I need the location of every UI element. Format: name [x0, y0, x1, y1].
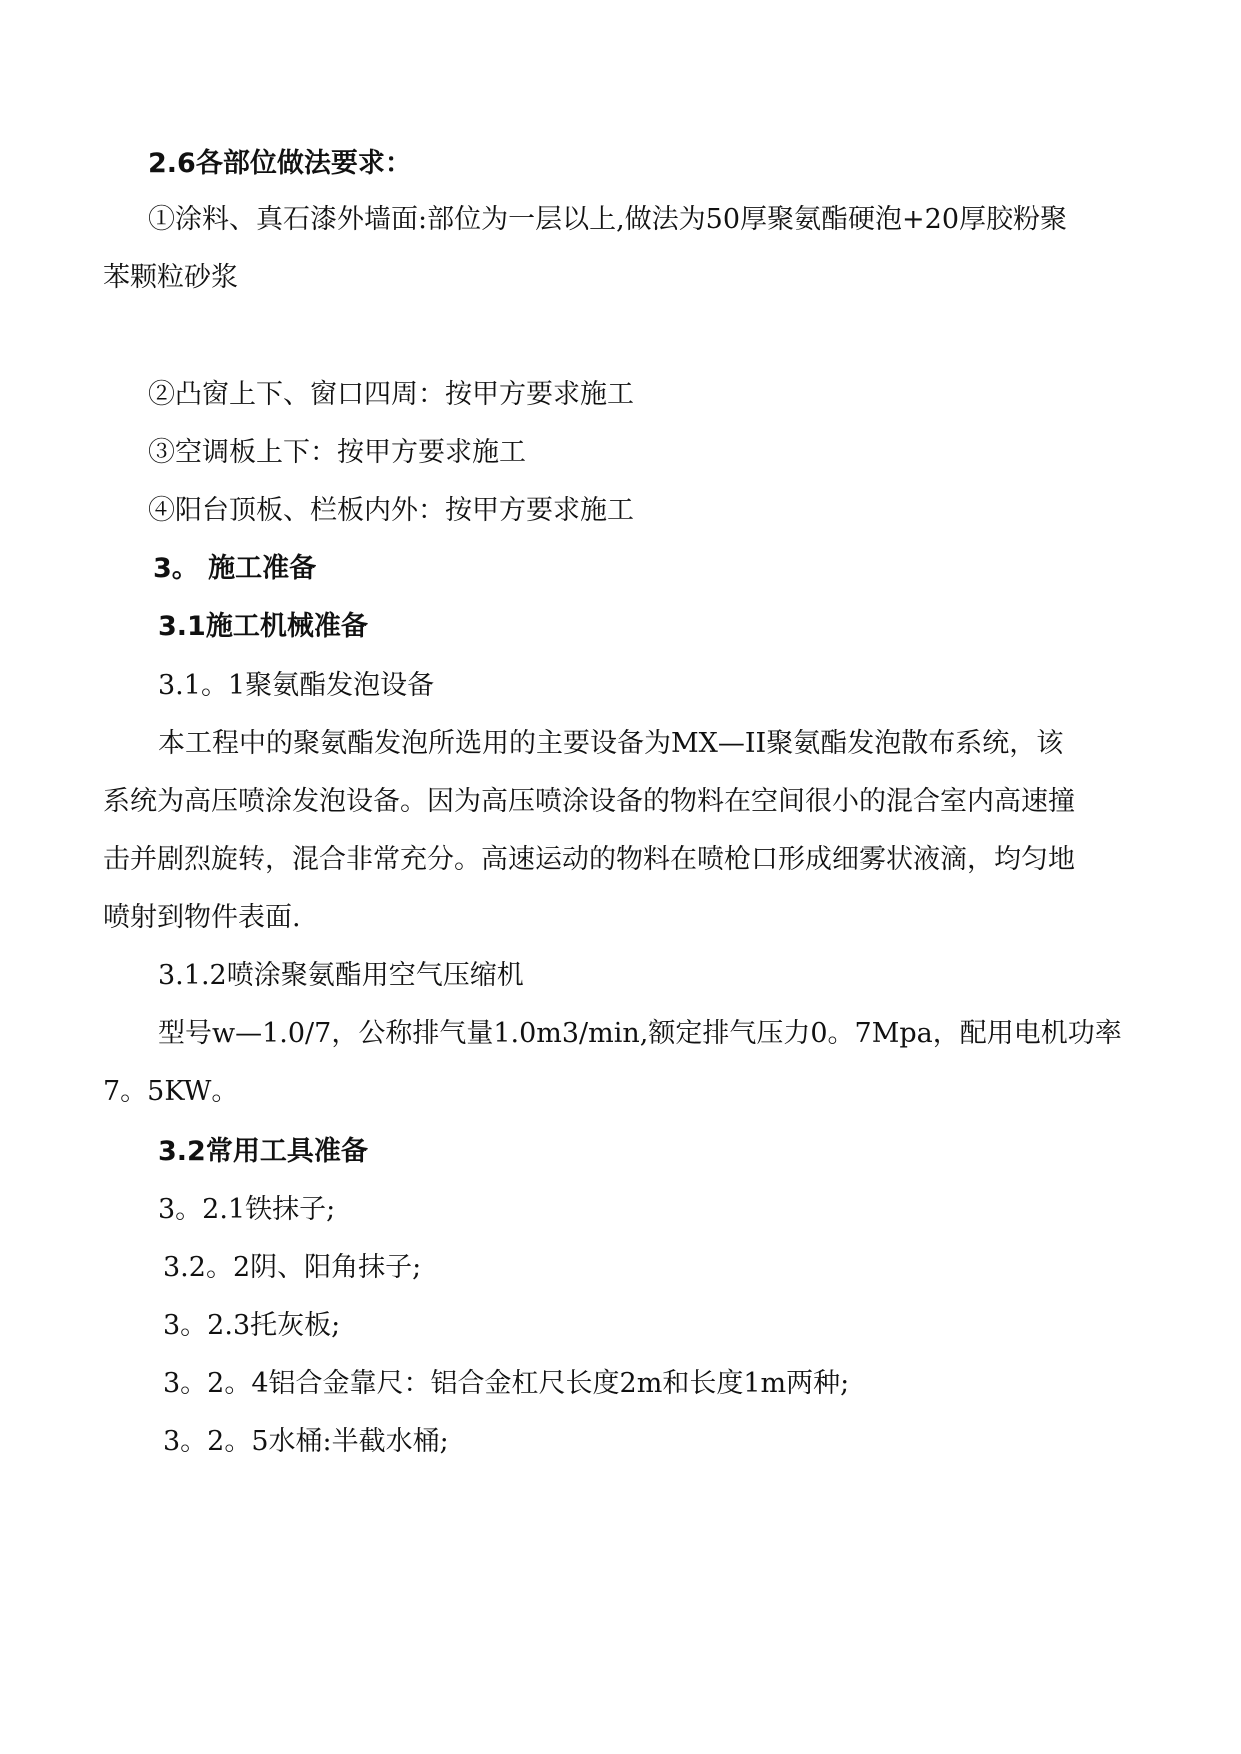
- subsection-3-1-2: 3.1.2喷涂聚氨酯用空气压缩机: [158, 960, 524, 991]
- item-2: ②凸窗上下、窗口四周：按甲方要求施工: [148, 379, 634, 410]
- section-heading-3-1: 3.1施工机械准备: [158, 611, 368, 642]
- paragraph-2-line-2: 7。5KW。: [103, 1076, 239, 1107]
- item-1-line-2: 苯颗粒砂浆: [103, 262, 238, 293]
- tool-item-4: 3。2。4铝合金靠尺：铝合金杠尺长度2m和长度1m两种;: [163, 1368, 850, 1399]
- tool-item-1: 3。2.1铁抹子;: [158, 1194, 336, 1225]
- paragraph-1-line-2: 系统为高压喷涂发泡设备。因为高压喷涂设备的物料在空间很小的混合室内高速撞: [103, 786, 1075, 817]
- paragraph-1-line-1: 本工程中的聚氨酯发泡所选用的主要设备为MX—II聚氨酯发泡散布系统，该: [158, 728, 1064, 759]
- tool-item-2: 3.2。2阴、阳角抹子;: [163, 1252, 422, 1283]
- tool-item-5: 3。2。5水桶:半截水桶;: [163, 1426, 449, 1457]
- tool-item-3: 3。2.3托灰板;: [163, 1310, 341, 1341]
- item-4: ④阳台顶板、栏板内外：按甲方要求施工: [148, 495, 634, 526]
- section-heading-3-2: 3.2常用工具准备: [158, 1136, 368, 1167]
- paragraph-2-line-1: 型号w—1.0/7，公称排气量1.0m3/min,额定排气压力0。7Mpa，配用电机功率: [158, 1018, 1122, 1049]
- section-heading-3: 3。 施工准备: [153, 553, 317, 584]
- item-3: ③空调板上下：按甲方要求施工: [148, 437, 526, 468]
- paragraph-1-line-3: 击并剧烈旋转，混合非常充分。高速运动的物料在喷枪口形成细雾状液滴，均匀地: [103, 844, 1075, 875]
- paragraph-1-line-4: 喷射到物件表面.: [103, 902, 301, 933]
- subsection-3-1-1: 3.1。1聚氨酯发泡设备: [158, 670, 435, 701]
- section-heading-2-6: 2.6各部位做法要求：: [148, 148, 412, 179]
- item-1-line-1: ①涂料、真石漆外墙面:部位为一层以上,做法为50厚聚氨酯硬泡+20厚胶粉聚: [148, 204, 1068, 235]
